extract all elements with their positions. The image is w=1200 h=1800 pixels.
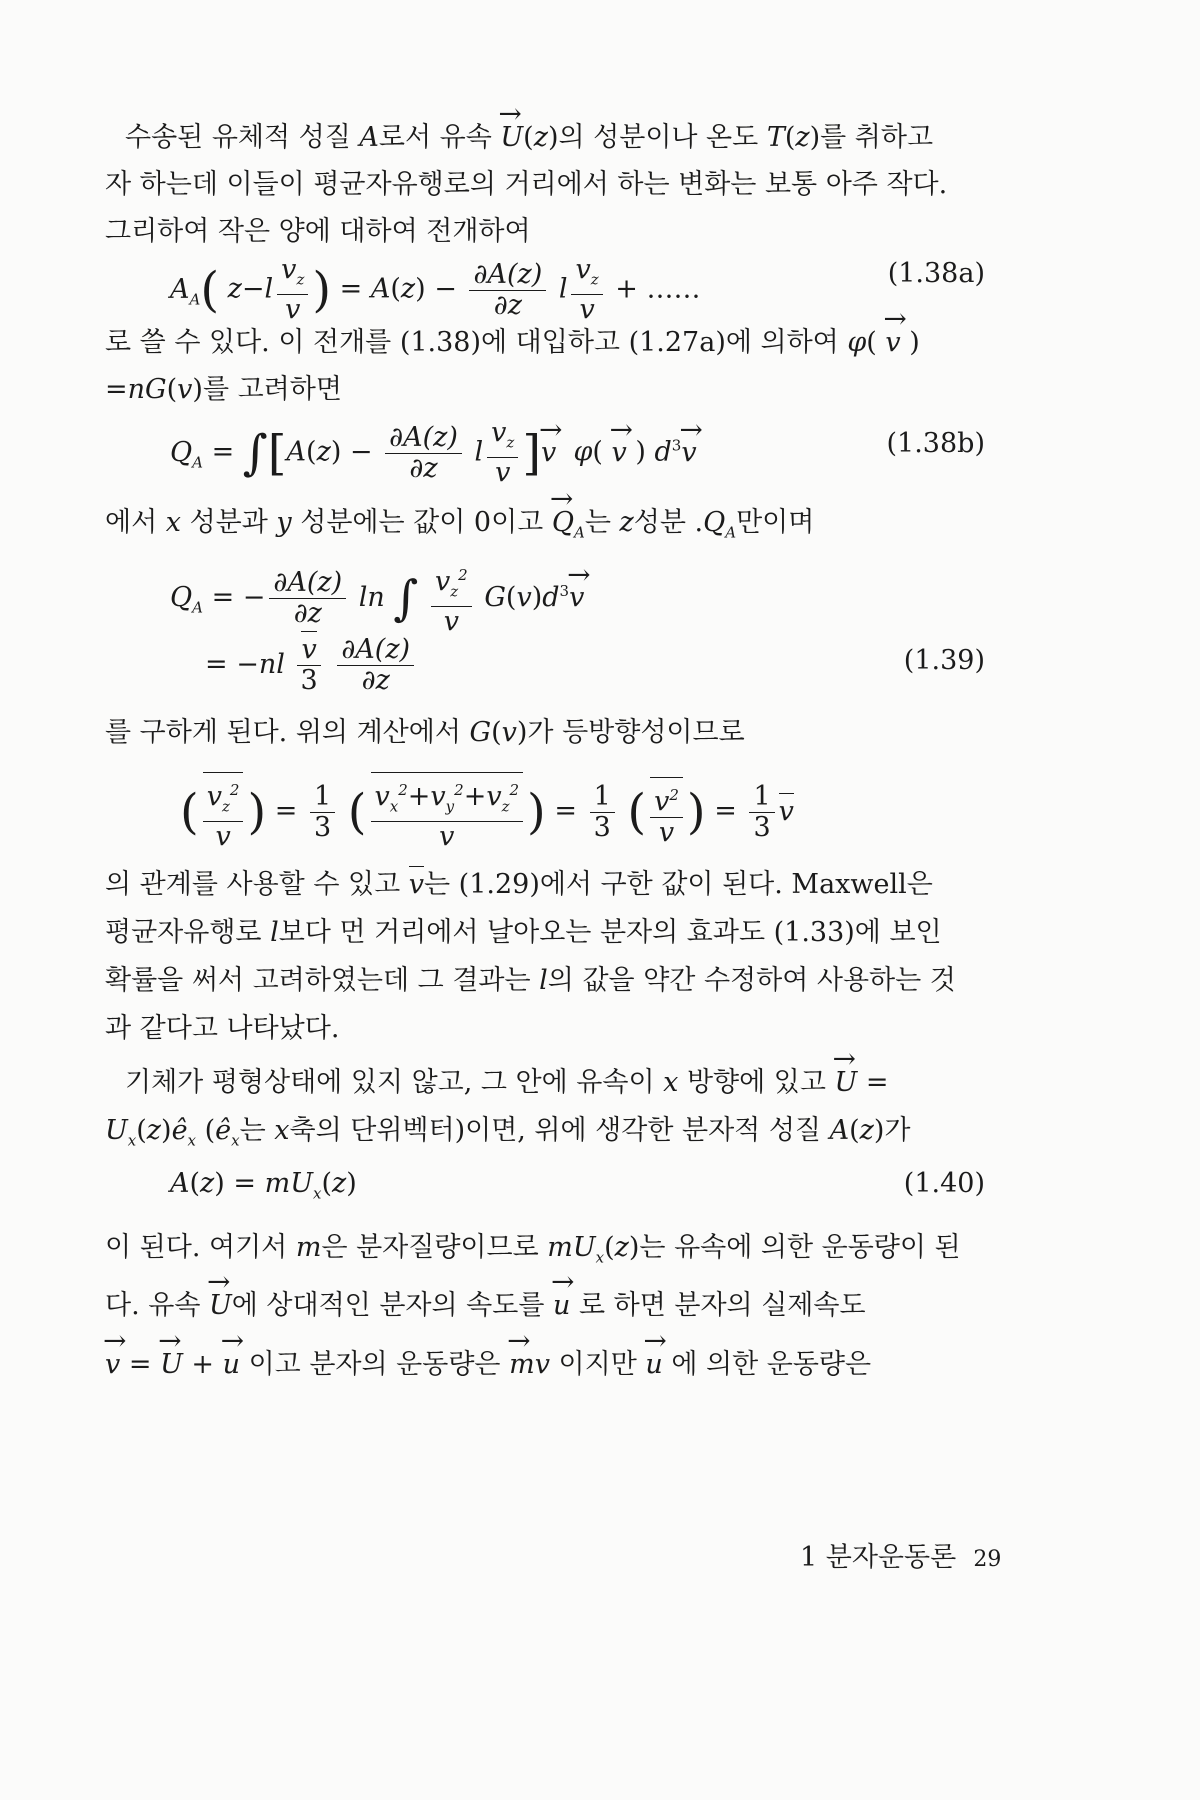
equation-1-39-line1: $Q_A$ = − $\frac{\partial A(z)}{\partial z}$ ln ∫ $\frac{v_z^2}{v}$ $G(v)d^3\to v$: [170, 560, 584, 637]
text-line-5: =nG(v)를 고려하면: [105, 374, 342, 405]
text-line-11: 과 같다고 나타났다.: [105, 1013, 340, 1044]
equation-1-38b: $Q_A = \int[A(z)$ − $\frac{\partial A(z)}{\partial z}$ l $\frac{v_z}{v}$ ]→ v φ( → v ) $d^3\to v$: [170, 418, 697, 488]
text-line-14: 이 된다. 여기서 m은 분자질량이므로 $mU_x(z)$는 유속에 의한 운동량이 된: [105, 1232, 961, 1267]
text-line-13: $U_x(z)ê_x$ ($ê_x$는 x축의 단위벡터)이면, 위에 생각한 분자적 성질 A(z)가: [105, 1115, 911, 1150]
equation-1-38a: $A_A$( z−l $\frac{v_z}{v}$ ) = A(z) − $\frac{\partial A(z)}{\partial z}$ l $\frac{v_z}{v}$ + ……: [170, 254, 701, 326]
equation-number: (1.40): [903, 1168, 985, 1199]
equation-number: (1.39): [903, 645, 985, 676]
text-line-16: → v = → U + → u 이고 분자의 운동량은 → mv 이지만 → u 에 의한 운동량은: [105, 1342, 871, 1388]
page-number: 29: [973, 1547, 1002, 1572]
text-line-9: 평균자유행로 l보다 먼 거리에서 날아오는 분자의 효과도 (1.33)에 보인: [105, 917, 942, 948]
equation-number: (1.38b): [886, 428, 985, 459]
page-footer: [800, 1535, 1001, 1574]
text-line-15: 다. 유속 → U에 상대적인 분자의 속도를 → u 로 하면 분자의 실제속도: [105, 1283, 866, 1329]
text-line-2: 자 하는데 이들이 평균자유행로의 거리에서 하는 변화는 보통 아주 작다.: [105, 169, 948, 200]
text-line-8: 의 관계를 사용할 수 있고 v는 (1.29)에서 구한 값이 된다. Maxwell은: [105, 862, 933, 908]
text-line-10: 확률을 써서 고려하였는데 그 결과는 l의 값을 약간 수정하여 사용하는 것: [105, 965, 956, 996]
text-line-7: 를 구하게 된다. 위의 계산에서 G(v)가 등방향성이므로: [105, 717, 745, 748]
text-line-6: 에서 x 성분과 y 성분에는 값이 0이고 → $Q_A$는 z성분 $.Q_A$만이며: [105, 500, 814, 555]
text-line-3: 그리하여 작은 양에 대하여 전개하여: [105, 216, 531, 247]
text-line-4: 로 쓸 수 있다. 이 전개를 (1.38)에 대입하고 (1.27a)에 의하여 φ( → v ): [105, 320, 920, 366]
average-relation: ( $\frac{v_z^2}{v}$ ) = $\frac{1}{3}$ ( $\frac{v_x^2+v_y^2+v_z^2}{v}$ ) = $\frac{1}{3}$ ( $\frac{v^2}{v}$ ) = $\frac{1}{3}$ v: [180, 772, 794, 852]
equation-1-40: $A(z) = mU_x(z)$: [170, 1168, 357, 1203]
text-line-12: 기체가 평형상태에 있지 않고, 그 안에 유속이 x 방향에 있고 → U =: [125, 1060, 889, 1106]
chapter-title: 1 분자운동론: [800, 1542, 957, 1573]
text-line-1: 수송된 유체적 성질 A로서 유속 → U(z)의 성분이나 온도 T(z)를 취하고: [125, 115, 933, 161]
equation-number: (1.38a): [887, 258, 985, 289]
equation-1-39-line2: = −nl $\frac{v}{3}$ $\frac{\partial A(z)}{\partial z}$: [205, 635, 418, 696]
